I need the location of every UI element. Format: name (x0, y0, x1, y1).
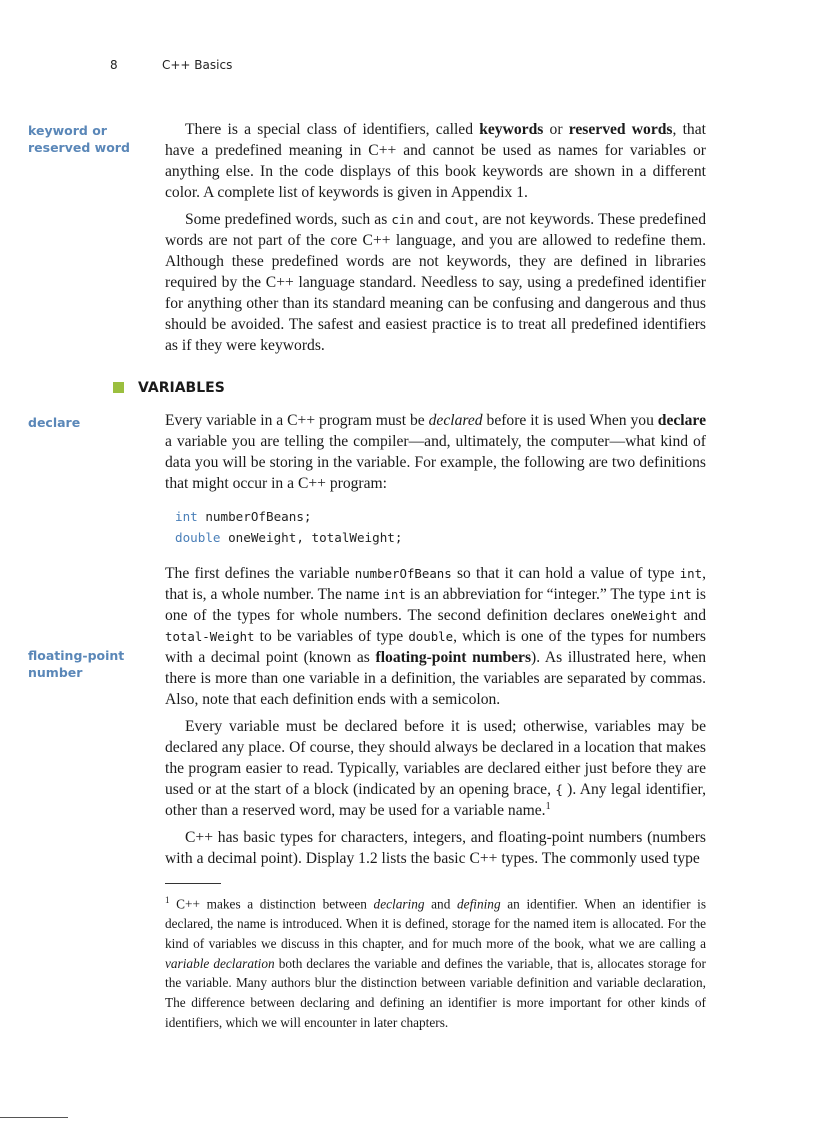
variables-body (165, 563, 706, 875)
page-number: 8 (110, 58, 118, 72)
paragraph-basic-types: C++ has basic types for characters, integers, and floating-point numbers (numbers with a decimal point). Display 1.2 lists the basic C++ types. The commonly used type (165, 829, 706, 867)
running-header (110, 58, 232, 72)
page-edge-rule (0, 1117, 68, 1118)
paragraph-declare-before-use: Every variable must be declared before it is used; otherwise, variables may be declared any place. Of course, they should always be declared in a location that makes the program easier to read. Typically, variables are declared either just before they are used or at the start of a block (indicated by an opening brace, { ). Any legal identifier, other than a reserved word, may be used for a variable name.$^1$ (165, 718, 706, 819)
section-bullet-icon (113, 382, 124, 393)
margin-note-declare: declare (28, 415, 81, 430)
footnote-divider (165, 883, 221, 884)
footnote-marker: 1 (165, 895, 170, 905)
paragraph-keywords: There is a special class of identifiers, called keywords or reserved words, that have a predefined meaning in C++ and cannot be used as names for variables or anything else. In the code displays of this book keywords are shown in a different color. A complete list of keywords is given in Appendix 1. (165, 121, 706, 201)
code-line: double oneWeight, totalWeight; (175, 530, 403, 545)
footnote: $^1$ C++ makes a distinction between declaring and defining an identifier. When an identifier is declared, the name is introduced. When it is defined, storage for the named item is allocated. For the kind of variables we discuss in this chapter, and for much more of the book, what we are calling a variable declaration both declares the variable and defines the variable, that is, allocates storage for the variable. Many authors blur the distinction between variable definition and variable declaration, The difference between declaring and defining an identifier is more important for other kinds of identifiers, which we will encounter in later chapters. (165, 895, 707, 1030)
code-display (175, 506, 402, 548)
paragraph-predefined-words: Some predefined words, such as cin and cout, are not keywords. These predefined words are not part of the core C++ language, and you are allowed to redefine them. Although these predefined words are not keywords, they are defined in libraries required by the C++ language standard. Needless to say, using a predefined identifier for anything other than its standard meaning can be confusing and dangerous and thus should be avoided. The safest and easiest practice is to treat all predefined identifiers as if they were keywords. (165, 211, 707, 354)
variables-intro (165, 410, 706, 500)
paragraph-declare: Every variable in a C++ program must be declared before it is used When you declare a variable you are telling the compiler—and, ultimately, the computer—what kind of data you will be storing in the variable. For example, the following are two definitions that might occur in a C++ program: (165, 412, 706, 492)
running-title: C++ Basics (162, 58, 233, 72)
margin-note-keyword: keyword or reserved word (28, 123, 130, 155)
section-heading: VARIABLES (113, 380, 225, 396)
paragraph-definitions: The first defines the variable numberOfBeans so that it can hold a value of type int, that is, a whole number. The name int is an abbreviation for “integer.” The type int is one of the types for whole numbers. The second definition declares oneWeight and total-Weight to be variables of type double, which is one of the types for numbers with a decimal point (known as floating-point numbers). As illustrated here, when there is more than one variable in a definition, the variables are separated by commas. Also, note that each definition ends with a semicolon. (165, 565, 706, 708)
code-line: int numberOfBeans; (175, 509, 312, 524)
margin-note-floating-point: floating-point number (28, 648, 125, 680)
intro-text (165, 119, 706, 362)
